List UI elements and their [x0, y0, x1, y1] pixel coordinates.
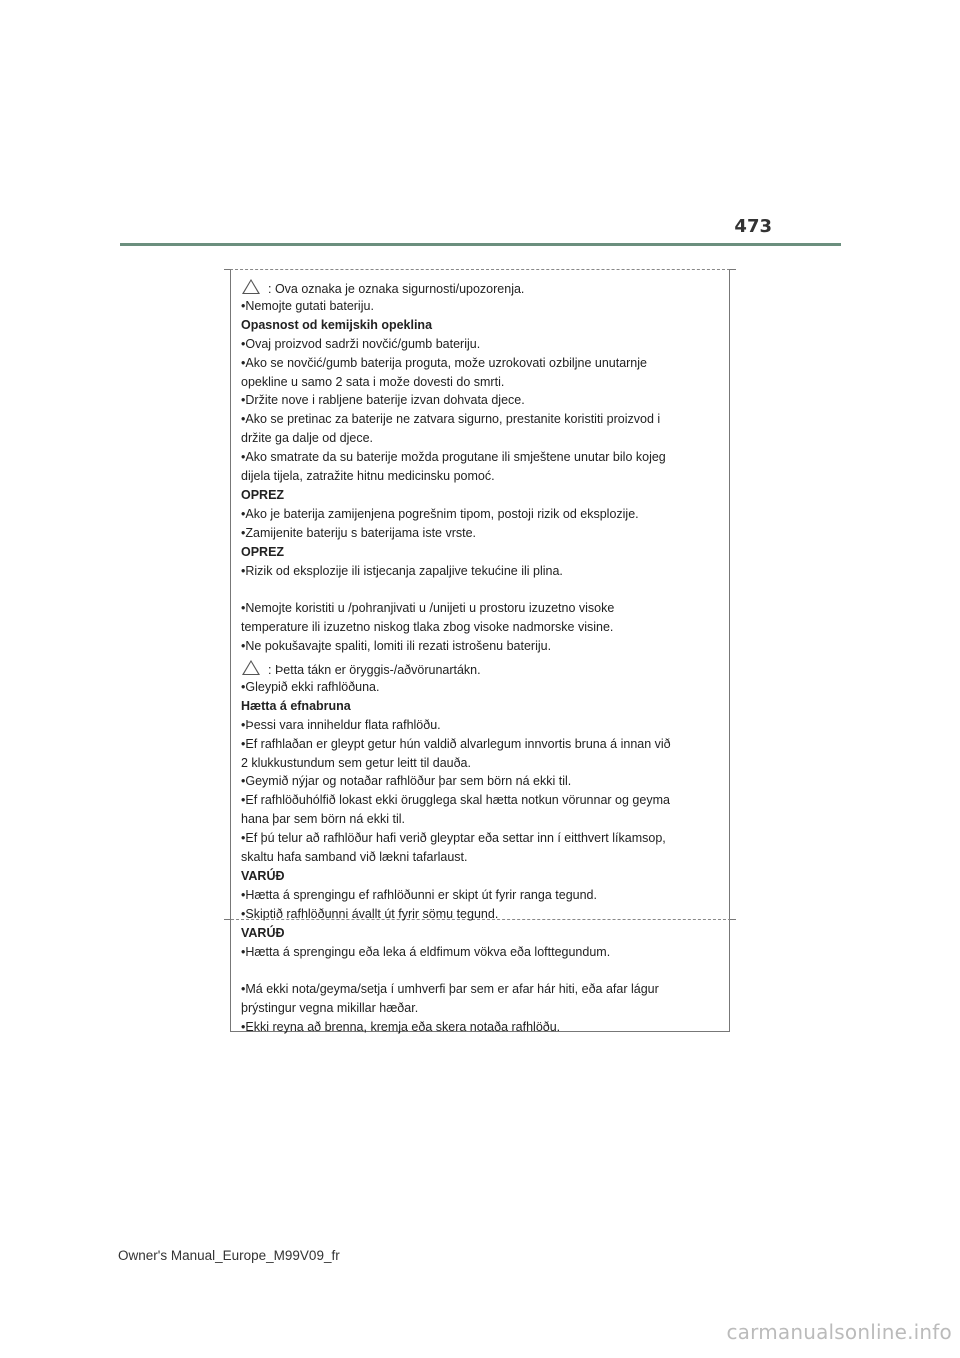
warning-text-line	[241, 848, 468, 866]
line-text: Opasnost od kemijskih opeklina	[241, 317, 433, 332]
warning-heading	[241, 697, 351, 715]
corner-tick	[730, 269, 736, 270]
warning-text-line	[241, 429, 373, 447]
warning-text-line	[241, 678, 379, 696]
line-text: opekline u samo 2 sata i može dovesti do smrti.	[241, 374, 505, 389]
warning-text-line	[241, 354, 647, 372]
page-number: 473	[734, 216, 772, 237]
line-text: •Nemojte gutati bateriju.	[241, 298, 374, 313]
warning-triangle-icon	[242, 660, 260, 675]
warning-heading	[241, 486, 284, 504]
line-text: •Držite nove i rabljene baterije izvan dohvata djece.	[241, 393, 525, 408]
line-text: •Hætta á sprengingu ef rafhlöðunni er skipt út fyrir ranga tegund.	[241, 887, 597, 902]
warning-text-line	[241, 505, 639, 523]
line-text: •Ne pokušavajte spaliti, lomiti ili rezati istrošenu bateriju.	[241, 639, 552, 654]
warning-text-line	[241, 373, 504, 391]
warning-text-line	[241, 943, 610, 961]
line-text: VARÚÐ	[241, 925, 285, 940]
line-text: : Ova oznaka je oznaka sigurnosti/upozorenja.	[268, 282, 525, 296]
line-text: Hætta á efnabruna	[241, 698, 351, 713]
line-text: OPREZ	[241, 487, 285, 502]
warning-text-line	[241, 524, 476, 542]
warning-symbol-line	[241, 278, 524, 298]
line-text: •Rizik od eksplozije ili istjecanja zapaljive tekućine ili plina.	[241, 563, 563, 578]
warning-heading	[241, 867, 285, 885]
warning-text-line	[241, 467, 495, 485]
line-text: •Ekki reyna að brenna, kremja eða skera notaða rafhlöðu.	[241, 1020, 561, 1035]
line-text: þrýstingur vegna mikillar hæðar.	[241, 1001, 419, 1016]
line-text: •Gleypið ekki rafhlöðuna.	[241, 679, 380, 694]
warning-text-line	[241, 637, 551, 655]
line-text: •Ef rafhlaðan er gleypt getur hún valdið alvarlegum innvortis bruna á innan við	[241, 736, 671, 751]
line-text: •Zamijenite bateriju s baterijama iste vrste.	[241, 525, 477, 540]
warning-text-line	[241, 772, 571, 790]
warning-text-line	[241, 618, 613, 636]
line-text: •Geymið nýjar og notaðar rafhlöður þar sem börn ná ekki til.	[241, 774, 572, 789]
line-text: •Ako smatrate da su baterije možda progutane ili smještene unutar bilo kojeg	[241, 450, 666, 465]
line-text: skaltu hafa samband við lækni tafarlaust.	[241, 850, 468, 864]
line-text: •Ako se novčić/gumb baterija proguta, može uzrokovati ozbiljne unutarnje	[241, 355, 647, 370]
line-text: 2 klukkustundum sem getur leitt til dauða.	[241, 755, 471, 770]
line-text: •Skiptið rafhlöðunni ávallt út fyrir sömu tegund.	[241, 906, 499, 921]
warning-text-line	[241, 297, 374, 315]
watermark: carmanualsonline.info	[726, 1320, 952, 1344]
line-text: dijela tijela, zatražite hitnu medicinsku pomoć.	[241, 469, 495, 483]
warning-text-line	[241, 735, 671, 753]
line-text: OPREZ	[241, 544, 285, 559]
line-text: •Þessi vara inniheldur flata rafhlöðu.	[241, 717, 441, 732]
line-text: •Ako se pretinac za baterije ne zatvara sigurno, prestanite koristiti proizvod i	[241, 412, 661, 427]
footer-manual-id: Owner's Manual_Europe_M99V09_fr	[118, 1248, 340, 1263]
line-text: temperature ili izuzetno niskog tlaka zbog visoke nadmorske visine.	[241, 620, 614, 635]
line-text: •Ovaj proizvod sadrži novčić/gumb bateriju.	[241, 336, 481, 351]
line-text: držite ga dalje od djece.	[241, 431, 374, 446]
warning-text-line	[241, 980, 659, 998]
warning-text-line	[241, 905, 498, 923]
line-text: •Nemojte koristiti u /pohranjivati u /unijeti u prostoru izuzetno visoke	[241, 601, 615, 616]
warning-text-line	[241, 829, 666, 847]
warning-text-line	[241, 886, 597, 904]
line-text: •Ako je baterija zamijenjena pogrešnim tipom, postoji rizik od eksplozije.	[241, 506, 639, 521]
warning-text-line	[241, 791, 670, 809]
warning-text-line	[241, 391, 525, 409]
warning-text-line	[241, 999, 418, 1017]
line-text: •Má ekki nota/geyma/setja í umhverfi þar sem er afar hár hiti, eða afar lágur	[241, 982, 659, 997]
warning-text-line	[241, 1018, 560, 1036]
corner-tick	[224, 269, 230, 270]
warning-text-line	[241, 599, 614, 617]
line-text: •Ef rafhlöðuhólfið lokast ekki örugglega skal hætta notkun vörunnar og geyma	[241, 793, 670, 808]
battery-warning-box	[230, 269, 730, 1035]
line-text: hana þar sem börn ná ekki til.	[241, 812, 405, 827]
line-text: VARÚÐ	[241, 868, 285, 883]
header-rule	[120, 243, 841, 246]
warning-symbol-line	[241, 659, 481, 679]
warning-heading	[241, 316, 432, 334]
line-text: •Hætta á sprengingu eða leka á eldfimum vökva eða lofttegundum.	[241, 944, 611, 959]
divider-tick	[730, 919, 736, 920]
divider-tick	[224, 919, 230, 920]
warning-text-line	[241, 810, 405, 828]
warning-text-line	[241, 754, 471, 772]
warning-heading	[241, 924, 285, 942]
warning-text-line	[241, 448, 666, 466]
warning-text-line	[241, 410, 660, 428]
warning-heading	[241, 543, 284, 561]
warning-text-line	[241, 335, 480, 353]
warning-triangle-icon	[242, 279, 260, 294]
warning-text-line	[241, 562, 563, 580]
line-text: : Þetta tákn er öryggis-/aðvörunartákn.	[268, 663, 481, 677]
line-text: •Ef þú telur að rafhlöður hafi verið gleyptar eða settar inn í eitthvert líkamsop,	[241, 831, 666, 846]
warning-text-line	[241, 716, 441, 734]
